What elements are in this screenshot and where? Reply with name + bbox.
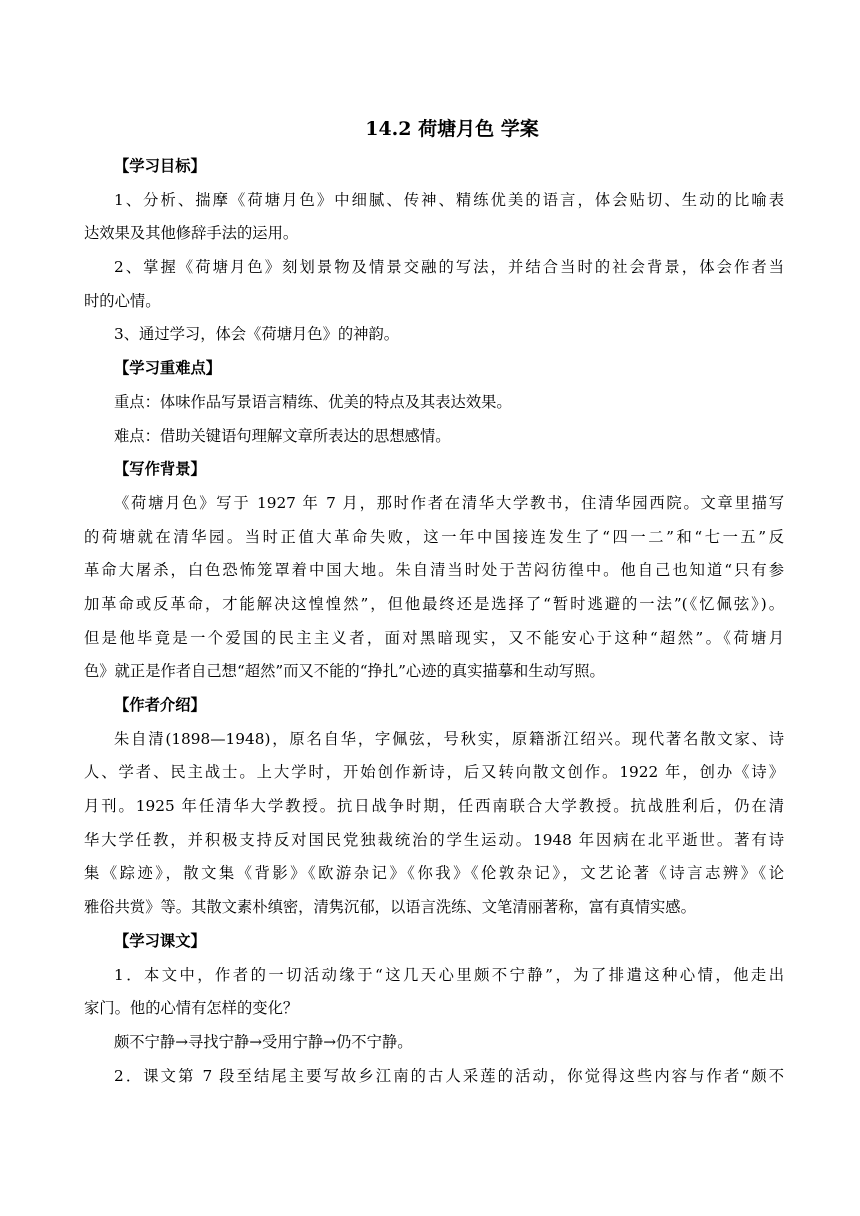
answer-1: 颇不宁静→寻找宁静→受用宁静→仍不宁静。: [114, 1032, 413, 1051]
author-line-3: 月刊。1925 年任清华大学教授。抗日战争时期，任西南联合大学教授。抗战胜利后，仍在清: [84, 797, 784, 816]
background-line-1: 《荷塘月色》写于 1927 年 7 月，那时作者在清华大学教书，住清华园西院。文章里描写: [114, 493, 784, 512]
objective-1-line-1: 1、分析、揣摩《荷塘月色》中细腻、传神、精练优美的语言，体会贴切、生动的比喻表: [114, 190, 784, 209]
author-line-2: 人、学者、民主战士。上大学时，开始创作新诗，后又转向散文创作。1922 年，创办《诗》: [84, 763, 784, 782]
objective-3-line-1: 3、通过学习，体会《荷塘月色》的神韵。: [114, 325, 400, 344]
background-line-5: 但是他毕竟是一个爱国的民主主义者，面对黑暗现实，又不能安心于这种“超然”。《荷塘月: [84, 628, 784, 647]
background-line-4: 加革命或反革命，才能解决这惶惶然”，但他最终还是选择了“暂时逃避的一法”(《忆佩弦》)。: [84, 594, 784, 613]
section-heading-key-points: 【学习重难点】: [114, 359, 222, 378]
background-line-6: 色》就正是作者自己想“超然”而又不能的“挣扎”心迹的真实描摹和生动写照。: [84, 662, 605, 681]
objective-1-line-2: 达效果及其他修辞手法的运用。: [84, 224, 299, 243]
document-body: [84, 150, 784, 1093]
question-1-line-2: 家门。他的心情有怎样的变化？: [84, 999, 299, 1018]
question-2-line-1: 2．课文第 7 段至结尾主要写故乡江南的古人采莲的活动，你觉得这些内容与作者“颇不: [114, 1066, 784, 1085]
objective-2-line-2: 时的心情。: [84, 291, 161, 310]
background-line-2: 的荷塘就在清华园。当时正值大革命失败，这一年中国接连发生了“四一二”和“七一五”反: [84, 527, 784, 546]
section-heading-objectives: 【学习目标】: [114, 157, 206, 175]
page-title: 14.2 荷塘月色 学案: [365, 118, 539, 140]
key-point-focus: 重点：体味作品写景语言精练、优美的特点及其表达效果。: [114, 392, 512, 411]
background-line-3: 革命大屠杀，白色恐怖笼罩着中国大地。朱自清当时处于苦闷彷徨中。他自己也知道“只有参: [84, 561, 784, 580]
author-line-1: 朱自清(1898—1948)，原名自华，字佩弦，号秋实，原籍浙江绍兴。现代著名散文家、诗: [114, 729, 784, 748]
section-heading-background: 【写作背景】: [114, 460, 206, 479]
author-line-4: 华大学任教，并积极支持反对国民党独裁统治的学生运动。1948 年因病在北平逝世。著有诗: [84, 830, 784, 849]
key-point-difficulty: 难点：借助关键语句理解文章所表达的思想感情。: [114, 426, 451, 445]
question-1-line-1: 1．本文中，作者的一切活动缘于“这几天心里颇不宁静”，为了排遣这种心情，他走出: [114, 965, 784, 984]
section-heading-lesson: 【学习课文】: [114, 931, 206, 950]
author-line-6: 雅俗共赏》等。其散文素朴缜密，清隽沉郁，以语言洗练、文笔清丽著称，富有真情实感。: [84, 898, 696, 917]
section-heading-author: 【作者介绍】: [114, 696, 206, 714]
objective-2-line-1: 2、掌握《荷塘月色》刻划景物及情景交融的写法，并结合当时的社会背景，体会作者当: [114, 258, 784, 277]
author-line-5: 集《踪迹》，散文集《背影》《欧游杂记》《你我》《伦敦杂记》，文艺论著《诗言志辨》《论: [84, 864, 784, 883]
